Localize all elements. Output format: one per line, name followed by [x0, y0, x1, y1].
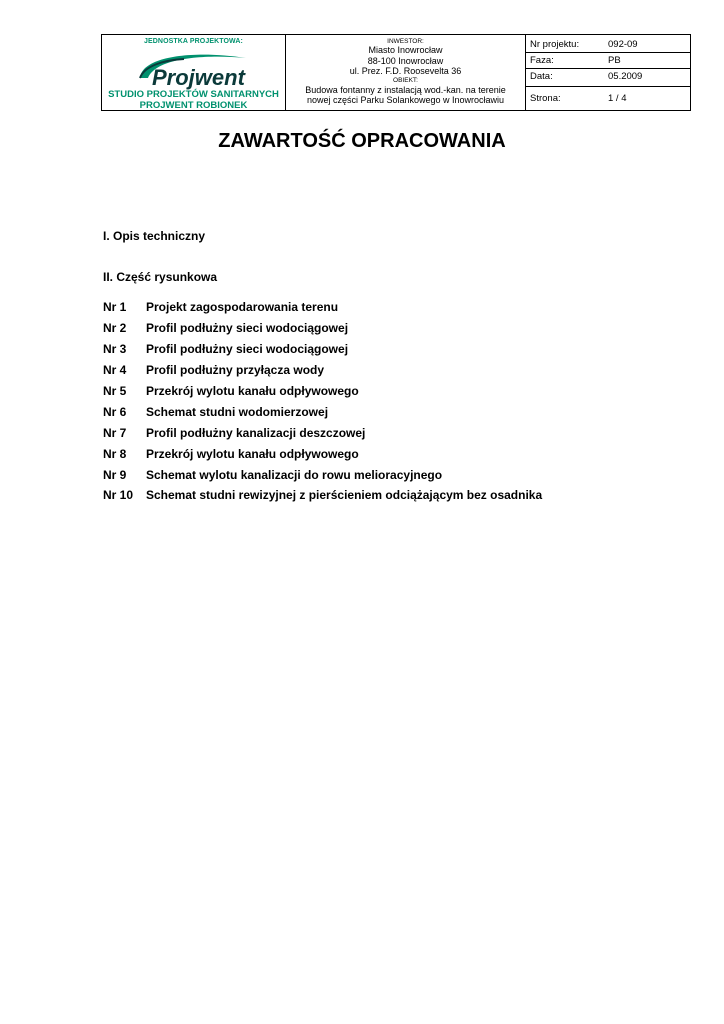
divider [526, 52, 690, 53]
drawing-title: Profil podłużny sieci wodociągowej [146, 321, 349, 336]
studio-name [102, 89, 285, 111]
title-block [101, 34, 691, 111]
drawing-number: Nr 1 [103, 300, 127, 315]
drawing-title: Przekrój wylotu kanału odpływowego [146, 384, 359, 398]
list-item [103, 485, 542, 506]
project-number-value: 092-09 [608, 39, 638, 50]
date-value: 05.2009 [608, 71, 643, 82]
investor-object-cell [286, 35, 526, 110]
drawing-number: Nr 10 [103, 488, 134, 503]
studio-line-1: STUDIO PROJEKTÓW SANITARNYCH [108, 89, 279, 100]
drawing-title: Przekrój wylotu kanału odpływowego [146, 446, 359, 461]
drawing-title: Profil podłużny przyłącza wody [146, 363, 325, 378]
page-value: 1 / 4 [608, 93, 627, 104]
design-unit-label: JEDNOSTKA PROJEKTOWA: [144, 38, 243, 45]
drawing-title: Schemat studni wodomierzowej [146, 404, 329, 419]
investor-line: 88-100 Inowrocław [367, 55, 444, 66]
drawing-number: Nr 2 [103, 321, 127, 336]
project-number-label: Nr projektu: [530, 39, 580, 50]
page-label: Strona: [530, 93, 561, 104]
list-item [103, 297, 542, 318]
drawing-number: Nr 5 [103, 384, 127, 398]
list-item [103, 422, 542, 443]
studio-line-2: PROJWENT ROBIONEK [139, 100, 248, 111]
design-unit-cell [102, 35, 286, 110]
list-item [103, 381, 542, 402]
section-drawings: II. Część rysunkowa [103, 270, 218, 284]
list-item [103, 318, 542, 339]
list-item [103, 464, 542, 485]
object-label: OBIEKT: [393, 76, 418, 84]
list-item [103, 401, 542, 422]
object-line: nowej części Parku Solankowego w Inowrocławiu [306, 95, 505, 105]
phase-value: PB [608, 55, 621, 66]
list-item [103, 339, 542, 360]
drawing-title: Profil podłużny sieci wodociągowej [146, 342, 349, 357]
drawings-list [103, 297, 542, 506]
investor-line: ul. Prez. F.D. Roosevelta 36 [349, 66, 462, 76]
drawing-number: Nr 4 [103, 363, 127, 378]
section-technical-description: I. Opis techniczny [103, 229, 206, 243]
date-label: Data: [530, 71, 553, 82]
drawing-title: Schemat studni rewizyjnej z pierścieniem odciążającym bez osadnika [146, 488, 543, 503]
investor-line: Miasto Inowrocław [368, 45, 443, 55]
page-title: ZAWARTOŚĆ OPRACOWANIA [218, 130, 506, 152]
drawing-number: Nr 3 [103, 342, 127, 357]
divider [526, 86, 690, 87]
divider [526, 68, 690, 69]
drawing-title: Schemat wylotu kanalizacji do rowu melioracyjnego [146, 467, 443, 482]
drawing-title: Profil podłużny kanalizacji deszczowej [146, 425, 366, 440]
list-item [103, 360, 542, 381]
drawing-number: Nr 7 [103, 425, 127, 440]
phase-label: Faza: [530, 55, 554, 66]
drawing-number: Nr 6 [103, 404, 127, 419]
project-info-cell [526, 35, 690, 110]
object-line: Budowa fontanny z instalacją wod.-kan. na terenie [305, 84, 506, 95]
svg-text:Projwent: Projwent [152, 65, 245, 90]
drawing-number: Nr 8 [103, 446, 127, 461]
drawing-title: Projekt zagospodarowania terenu [146, 300, 339, 315]
list-item [103, 443, 542, 464]
investor-label: INWESTOR: [387, 38, 424, 45]
drawing-number: Nr 9 [103, 467, 127, 482]
projwent-logo [134, 48, 252, 90]
